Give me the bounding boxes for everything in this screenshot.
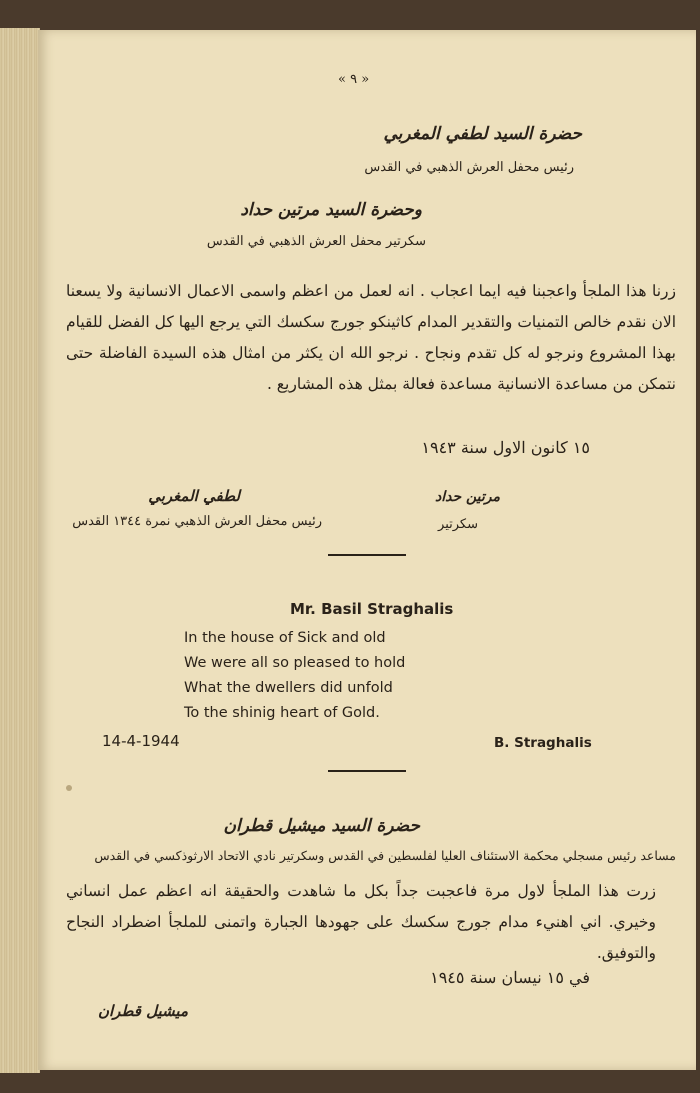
poem <box>184 626 405 726</box>
divider-2 <box>328 770 406 772</box>
poem-line: To the shinig heart of Gold. <box>184 705 380 721</box>
paper-spot <box>66 785 72 791</box>
signature-2-title: سكرتير <box>438 517 478 532</box>
letter-3-signature: ميشيل قطران <box>98 1002 188 1020</box>
poem-line: We were all so pleased to hold <box>184 655 406 671</box>
addressee-2-title: سكرتير محفل العرش الذهبي في القدس <box>206 234 426 249</box>
addressee-3-title: مساعد رئيس مسجلي محكمة الاستئناف العليا لفلسطين في القدس وسكرتير نادي الاتحاد الارثوذكسي في القدس <box>94 848 676 863</box>
addressee-1-title: رئيس محفل العرش الذهبي في القدس <box>364 160 574 175</box>
book-page <box>38 30 696 1070</box>
poem-line: In the house of Sick and old <box>184 630 386 646</box>
signature-1-name: لطفي المغربي <box>148 487 240 505</box>
poem-line: What the dwellers did unfold <box>184 680 393 696</box>
letter-2-signature: B. Straghalis <box>494 735 592 751</box>
letter-3-date: في ١٥ نيسان سنة ١٩٤٥ <box>430 968 590 987</box>
book-page-edges <box>0 28 40 1073</box>
signature-1-title: رئيس محفل العرش الذهبي نمرة ١٣٤٤ القدس <box>72 514 322 529</box>
divider-1 <box>328 554 406 556</box>
addressee-1-name: حضرة السيد لطفي المغربي <box>383 124 582 144</box>
letter-1-date: ١٥ كانون الاول سنة ١٩٤٣ <box>421 438 590 457</box>
addressee-english: Mr. Basil Straghalis <box>290 600 454 618</box>
letter-2-date: 14-4-1944 <box>102 732 180 750</box>
letter-3-body: زرت هذا الملجأ لاول مرة فاعجبت جداً بكل ما شاهدت والحقيقة انه اعظم عمل انساني وخيري. اني اهنيء مدام جورج سكسك على جهودها الجبارة واتمنى للملجأ اضطراد النجاح والتوفيق. <box>66 882 656 962</box>
signature-2-name: مرتين حداد <box>434 489 500 505</box>
page-number: « ٩ » <box>338 72 370 87</box>
addressee-3-name: حضرة السيد ميشيل قطران <box>223 816 420 836</box>
letter-1-body: زرنا هذا الملجأ واعجبنا فيه ايما اعجاب . انه لعمل من اعظم واسمى الاعمال الانسانية ولا يسعنا الان نقدم خالص التمنيات والتقدير المدام كاثينكو جورج سكسك التي يرجع اليها كل الفضل للقيام بهذا المشروع ونرجو له كل تقدم ونجاح . نرجو الله ان يكثر من امثال هذه السيدة الفاضلة حتى نتمكن من مساعدة الانسانية مساعدة فعالة بمثل هذه المشاريع . <box>66 282 676 393</box>
addressee-2-name: وحضرة السيد مرتين حداد <box>240 200 422 220</box>
